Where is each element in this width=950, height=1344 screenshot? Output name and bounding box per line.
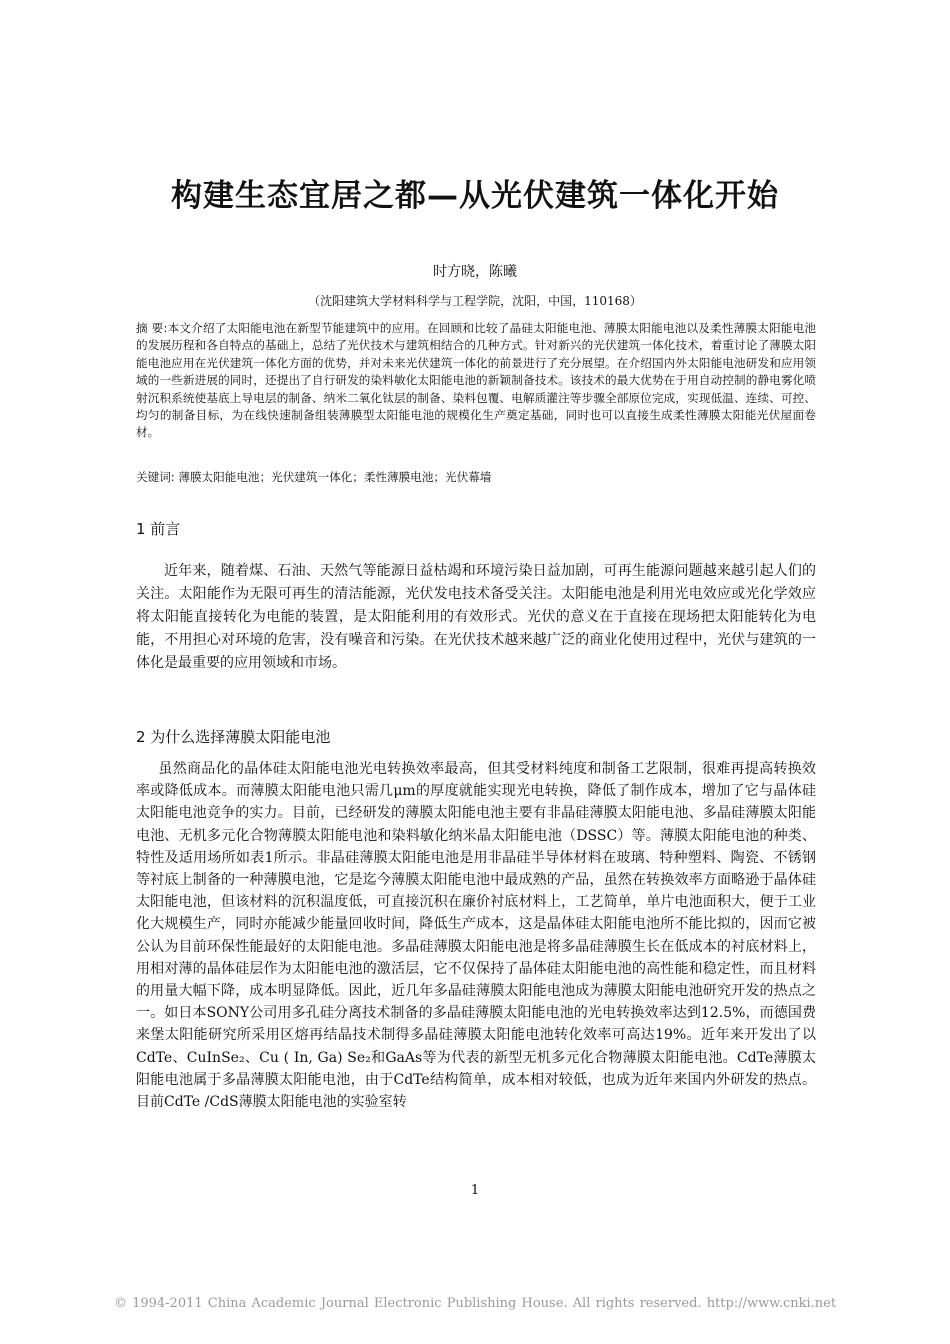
section-heading-intro: 1 前言 xyxy=(136,520,181,538)
page-number: 1 xyxy=(470,1183,480,1198)
keywords: 关键词: 薄膜太阳能电池；光伏建筑一体化；柔性薄膜电池；光伏幕墙 xyxy=(136,470,492,484)
section-body-why-thin-film: 虽然商品化的晶体硅太阳能电池光电转换效率最高，但其受材料纯度和制备工艺限制，很难再提高转换效率或降低成本。而薄膜太阳能电池只需几μm的厚度就能实现光电转换，降低了制作成本，增加了它与晶体硅太阳能电池竞争的实力。目前，已经研发的薄膜太阳能电池主要有非晶硅薄膜太阳能电池、多晶硅薄膜太阳能电池、无机多元化合物薄膜太阳能电池和染料敏化纳米晶太阳能电池（DSSC）等。薄膜太阳能电池的种类、特性及适用场所如表1所示。非晶硅薄膜太阳能电池是用非晶硅半导体材料在玻璃、特种塑料、陶瓷、不锈钢等衬底上制备的一种薄膜电池，它是迄今薄膜太阳能电池中最成熟的产品，虽然在转换效率方面略逊于晶体硅太阳能电池，但该材料的沉积温度低，可直接沉积在廉价衬底材料上，工艺简单，单片电池面积大，便于工业化大规模生产，同时亦能减少能量回收时间，降低生产成本，这是晶体硅太阳能电池所不能比拟的，因而它被公认为目前环保性能最好的太阳能电池。多晶硅薄膜太阳能电池是将多晶硅薄膜生长在低成本的衬底材料上，用相对薄的晶体硅层作为太阳能电池的激活层，它不仅保持了晶体硅太阳能电池的高性能和稳定性，而且材料的用量大幅下降，成本明显降低。因此，近几年多晶硅薄膜太阳能电池成为薄膜太阳能电池研究开发的热点之一。如日本SONY公司用多孔硅分离技术制备的多晶硅薄膜太阳能电池的光电转换效率达到12.5%，而德国费来堡太阳能研究所采用区熔再结晶技术制得多晶硅薄膜太阳能电池转化效率可高达19%。近年来开发出了以CdTe、CuInSe₂、Cu ( In, Ga) Se₂和GaAs等为代表的新型无机多元化合物薄膜太阳能电池。CdTe薄膜太阳能电池属于多晶薄膜太阳能电池，由于CdTe结构简单，成本相对较低，也成为近年来国内外研发的热点。目前CdTe /CdS薄膜太阳能电池的实验室转 xyxy=(136,761,816,1111)
authors: 时方晓，陈曦 xyxy=(433,264,517,280)
affiliation: （沈阳建筑大学材料科学与工程学院，沈阳，中国，110168） xyxy=(308,294,642,308)
section-heading-why-thin-film: 2 为什么选择薄膜太阳能电池 xyxy=(136,728,331,746)
abstract: 摘 要:本文介绍了太阳能电池在新型节能建筑中的应用。在回顾和比较了晶硅太阳能电池、薄膜太阳能电池以及柔性薄膜太阳能电池的发展历程和各自特点的基础上，总结了光伏技术与建筑相结合的几种方式。针对新兴的光伏建筑一体化技术，着重讨论了薄膜太阳能电池应用在光伏建筑一体化方面的优势，并对未来光伏建筑一体化的前景进行了充分展望。在介绍国内外太阳能电池研发和应用领域的一些新进展的同时，还提出了自行研发的染料敏化太阳能电池的新颖制备技术。该技术的最大优势在于用自动控制的静电雾化喷射沉积系统使基底上导电层的制备、纳米二氧化钛层的制备、染料包覆、电解质灌注等步骤全部原位完成，实现低温、连续、可控、均匀的制备目标，为在线快速制备组装薄膜型太阳能电池的规模化生产奠定基础，同时也可以直接生成柔性薄膜太阳能光伏屋面卷材。 xyxy=(136,321,816,440)
section-body-intro: 近年来，随着煤、石油、天然气等能源日益枯竭和环境污染日益加剧，可再生能源问题越来越引起人们的关注。太阳能作为无限可再生的清洁能源，光伏发电技术备受关注。太阳能电池是利用光电效应或光化学效应将太阳能直接转化为电能的装置，是太阳能利用的有效形式。光伏的意义在于直接在现场把太阳能转化为电能，不用担心对环境的危害，没有噪音和污染。在光伏技术越来越广泛的商业化使用过程中，光伏与建筑的一体化是最重要的应用领域和市场。 xyxy=(136,563,816,671)
paper-title: 构建生态宜居之都—从光伏建筑一体化开始 xyxy=(171,178,779,214)
copyright-footer: © 1994-2011 China Academic Journal Electronic Publishing House. All rights reserved. http://www.cnki.net xyxy=(113,1296,837,1311)
